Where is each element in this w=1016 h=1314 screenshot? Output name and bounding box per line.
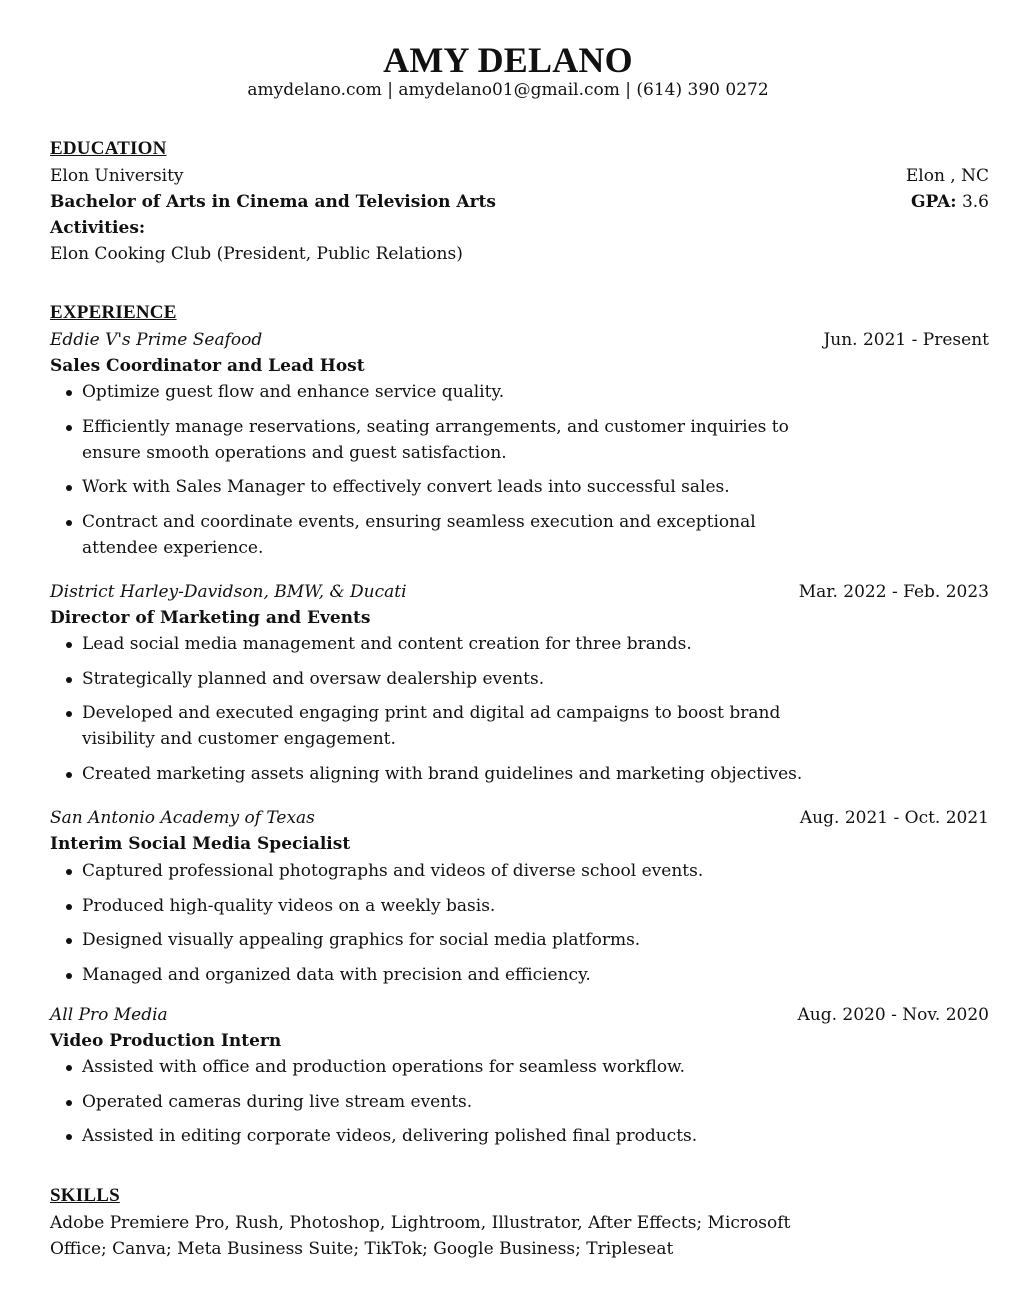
list-item: Created marketing assets aligning with brand guidelines and marketing objectives. bbox=[50, 761, 810, 787]
education-school-row bbox=[50, 163, 989, 189]
job-header-row bbox=[50, 805, 989, 831]
skills-text: Adobe Premiere Pro, Rush, Photoshop, Lightroom, Illustrator, After Effects; Microsoft Office; Canva; Meta Business Suite; TikTok; Google Business; Tripleseat bbox=[50, 1213, 791, 1259]
education-heading: EDUCATION bbox=[50, 138, 167, 159]
job-title: Sales Coordinator and Lead Host bbox=[50, 356, 365, 376]
list-item: Assisted in editing corporate videos, delivering polished final products. bbox=[50, 1123, 810, 1149]
gpa bbox=[911, 189, 989, 215]
resume-name: AMY DELANO bbox=[383, 40, 633, 80]
activities-label: Activities: bbox=[50, 218, 146, 238]
job-header-row bbox=[50, 1002, 989, 1028]
list-item: Developed and executed engaging print and digital ad campaigns to boost brand visibility and customer engagement. bbox=[50, 700, 810, 752]
list-item: Captured professional photographs and videos of diverse school events. bbox=[50, 858, 810, 884]
job-bullets bbox=[50, 379, 810, 569]
list-item: Strategically planned and oversaw dealership events. bbox=[50, 666, 810, 692]
job-title: Director of Marketing and Events bbox=[50, 608, 371, 628]
experience-heading: EXPERIENCE bbox=[50, 302, 177, 323]
job-dates: Aug. 2020 - Nov. 2020 bbox=[797, 1005, 989, 1025]
degree: Bachelor of Arts in Cinema and Television Arts bbox=[50, 192, 496, 212]
job-bullets bbox=[50, 858, 810, 996]
skills-heading: SKILLS bbox=[50, 1185, 120, 1206]
job-header-row bbox=[50, 579, 989, 605]
job-dates: Jun. 2021 - Present bbox=[823, 330, 989, 350]
job-title: Video Production Intern bbox=[50, 1031, 282, 1051]
job-bullets bbox=[50, 1054, 810, 1158]
job-title-row bbox=[50, 353, 989, 379]
job-company: District Harley-Davidson, BMW, & Ducati bbox=[50, 582, 407, 602]
list-item: Contract and coordinate events, ensuring seamless execution and exceptional attendee experience. bbox=[50, 509, 810, 561]
job-title-row bbox=[50, 605, 989, 631]
gpa-value: 3.6 bbox=[961, 192, 989, 212]
list-item: Work with Sales Manager to effectively convert leads into successful sales. bbox=[50, 474, 810, 500]
job-company: All Pro Media bbox=[50, 1005, 168, 1025]
job-company: Eddie V's Prime Seafood bbox=[50, 330, 263, 350]
activities-label-row bbox=[50, 215, 989, 241]
list-item: Produced high-quality videos on a weekly basis. bbox=[50, 893, 810, 919]
job-title-row bbox=[50, 831, 989, 857]
list-item: Lead social media management and content creation for three brands. bbox=[50, 631, 810, 657]
job-title-row bbox=[50, 1028, 989, 1054]
activities-text: Elon Cooking Club (President, Public Relations) bbox=[50, 244, 463, 264]
list-item: Optimize guest flow and enhance service quality. bbox=[50, 379, 810, 405]
education-degree-row bbox=[50, 189, 989, 215]
list-item: Designed visually appealing graphics for social media platforms. bbox=[50, 927, 810, 953]
school-location: Elon , NC bbox=[905, 166, 989, 186]
job-bullets bbox=[50, 631, 810, 795]
activities-row bbox=[50, 241, 989, 267]
job-header-row bbox=[50, 327, 989, 353]
list-item: Assisted with office and production operations for seamless workflow. bbox=[50, 1054, 810, 1080]
job-title: Interim Social Media Specialist bbox=[50, 834, 351, 854]
job-dates: Aug. 2021 - Oct. 2021 bbox=[799, 808, 989, 828]
list-item: Efficiently manage reservations, seating arrangements, and customer inquiries to ensure smooth operations and guest satisfaction. bbox=[50, 414, 810, 466]
list-item: Operated cameras during live stream events. bbox=[50, 1089, 810, 1115]
contact-line: amydelano.com | amydelano01@gmail.com | (614) 390 0272 bbox=[247, 80, 769, 100]
job-company: San Antonio Academy of Texas bbox=[50, 808, 315, 828]
school-name: Elon University bbox=[50, 166, 184, 186]
list-item: Managed and organized data with precision and efficiency. bbox=[50, 962, 810, 988]
gpa-label: GPA: bbox=[911, 192, 957, 212]
job-dates: Mar. 2022 - Feb. 2023 bbox=[798, 582, 989, 602]
